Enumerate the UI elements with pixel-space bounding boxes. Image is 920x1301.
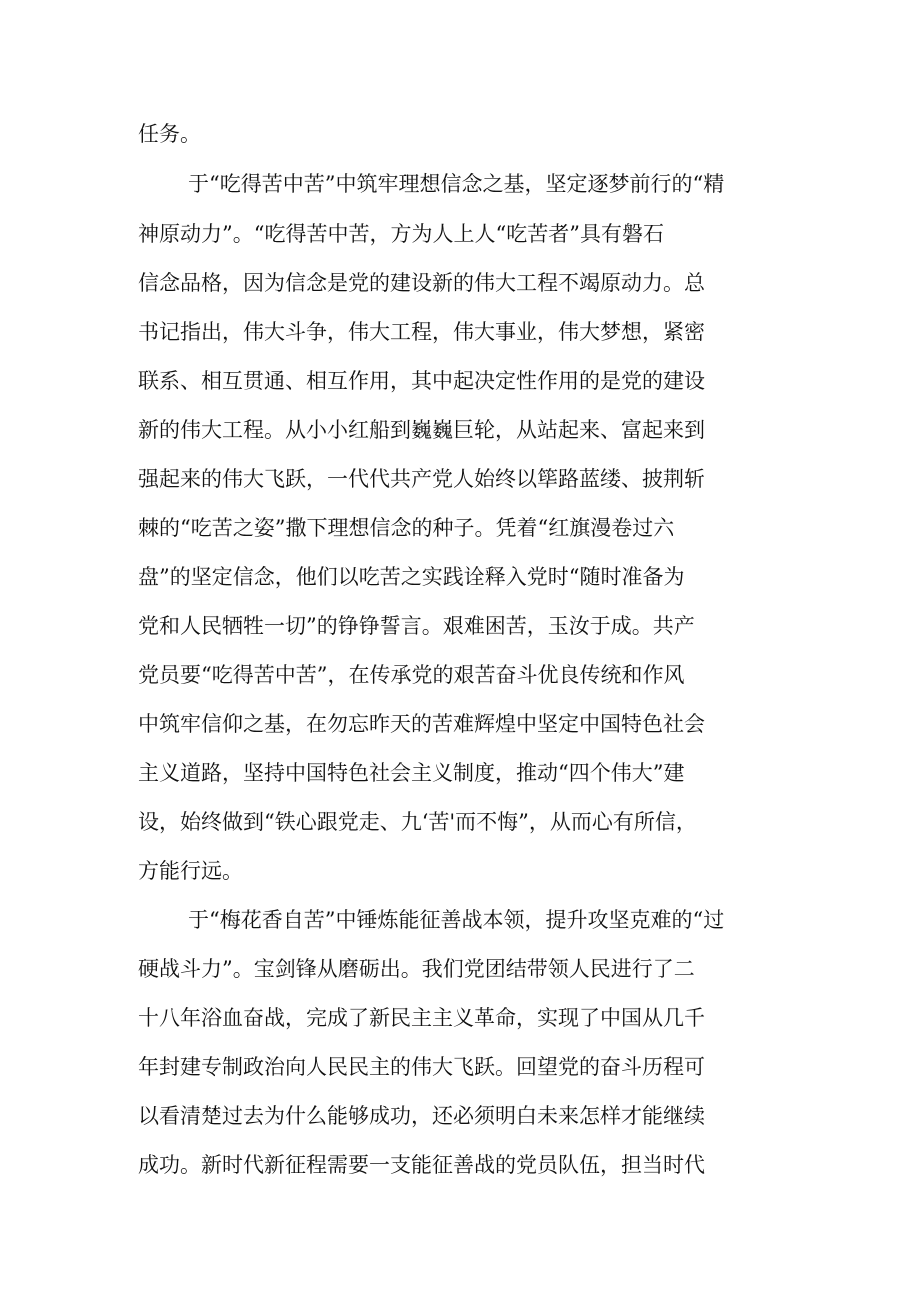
text-line: 书记指出，伟大斗争，伟大工程，伟大事业，伟大梦想，紧密	[138, 320, 705, 344]
paragraph-first-line: 于“吃得苦中苦”中筑牢理想信念之基，坚定逐梦前行的“精	[188, 172, 725, 196]
text-line: 成功。新时代新征程需要一支能征善战的党员队伍，担当时代	[138, 1153, 705, 1177]
text-line: 信念品格，因为信念是党的建设新的伟大工程不竭原动力。总	[138, 271, 705, 295]
text-line: 以看清楚过去为什么能够成功，还必须明白未来怎样才能继续	[138, 1104, 705, 1128]
text-line: 新的伟大工程。从小小红船到巍巍巨轮，从站起来、富起来到	[138, 418, 705, 442]
text-line: 年封建专制政治向人民民主的伟大飞跃。回望党的奋斗历程可	[138, 1055, 705, 1079]
text-line: 党和人民牺牲一切”的铮铮誓言。艰难困苦，玉汝于成。共产	[138, 614, 695, 638]
text-line: 棘的“吃苦之姿”撒下理想信念的种子。凭着“红旗漫卷过六	[138, 516, 675, 540]
text-line: 中筑牢信仰之基，在勿忘昨天的苦难辉煌中坚定中国特色社会	[138, 712, 705, 736]
text-line: 十八年浴血奋战，完成了新民主主义革命，实现了中国从几千	[138, 1006, 705, 1030]
text-line: 盘”的坚定信念，他们以吃苦之实践诠释入党时“随时准备为	[138, 565, 685, 589]
text-line: 强起来的伟大飞跃，一代代共产党人始终以筚路蓝缕、披荆斩	[138, 467, 705, 491]
text-line: 硬战斗力”。宝剑锋从磨砺出。我们党团结带领人民进行了二	[138, 957, 695, 981]
text-line: 任务。	[138, 122, 201, 146]
text-line: 主义道路，坚持中国特色社会主义制度，推动“四个伟大”建	[138, 761, 685, 785]
text-line: 设，始终做到“铁心跟党走、九‘苦'而不悔”，从而心有所信，	[138, 810, 697, 834]
text-line: 方能行远。	[138, 859, 243, 883]
text-line: 神原动力”。“吃得苦中苦，方为人上人“吃苦者”具有磐石	[138, 222, 664, 246]
paragraph-first-line: 于“梅花香自苦”中锤炼能征善战本领，提升攻坚克难的“过	[188, 908, 725, 932]
text-line: 党员要“吃得苦中苦”，在传承党的艰苦奋斗优良传统和作风	[138, 663, 685, 687]
text-line: 联系、相互贯通、相互作用，其中起决定性作用的是党的建设	[138, 369, 705, 393]
